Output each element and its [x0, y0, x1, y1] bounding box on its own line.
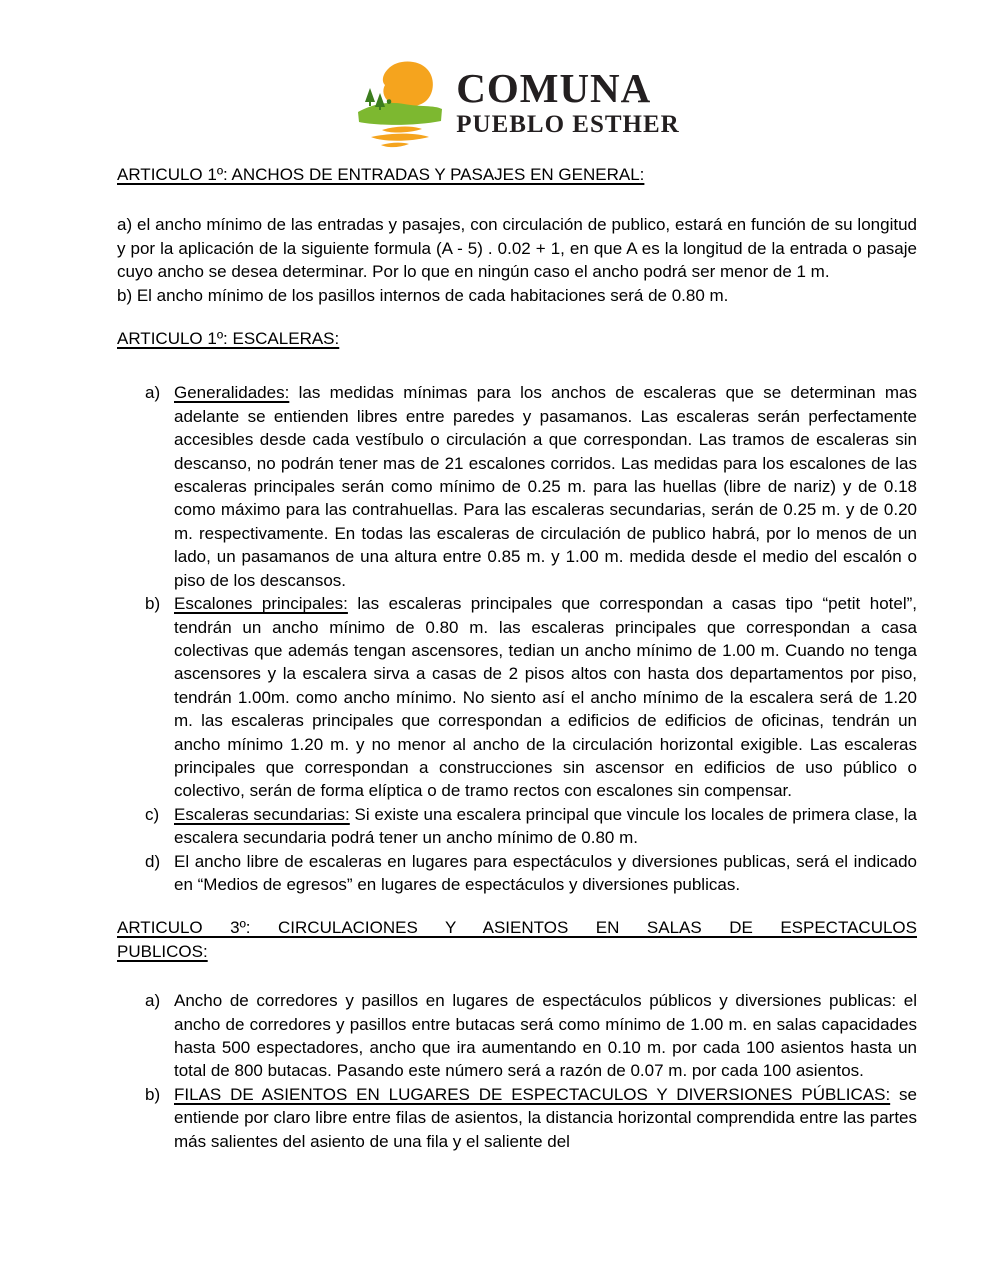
paragraph-b: b) El ancho mínimo de los pasillos internos de cada habitaciones será de 0.80 m.: [117, 285, 729, 305]
list-item: [117, 803, 917, 850]
tree-icon: [365, 88, 375, 106]
article-entradas-body: [117, 213, 917, 307]
list-item-body: las medidas mínimas para los anchos de escaleras que se determinan mas adelante se entienden libres entre paredes y pasamanos. Las escaleras serán perfectamente accesibles desde cada vestíbulo o circulación a que correspondan. Las tramos de escaleras sin descanso, no podrán tener mas de 21 escalones corridos. Las medidas para los escalones de las escaleras principales serán como mínimo de 0.25 m. para las huellas (libre de nariz) y de 0.18 como máximo para las contrahuellas. Para las escaleras secundarias, serán de 0.25 m. y de 0.20 m. respectivamente. En todas las escaleras de circulación de publico habrá, por lo menos de un lado, un pasamanos de una altura entre 0.85 m. y 1.00 m. medida desde el medio del escalón o piso de los descansos.: [174, 383, 917, 590]
heading-line-2: PUBLICOS:: [117, 941, 208, 961]
list-item-text: [174, 850, 917, 897]
list-item-lead: Escaleras secundarias:: [174, 804, 350, 824]
list-item: [117, 1083, 917, 1153]
list-item-marker: b): [145, 594, 161, 614]
water-wave-shape: [371, 134, 429, 141]
water-wave-shape: [382, 127, 422, 133]
article-escaleras-list: [117, 381, 917, 896]
land-shape: [358, 103, 442, 125]
list-item: [117, 592, 917, 803]
list-item-marker: a): [145, 383, 161, 403]
article-circulaciones-heading: [117, 916, 917, 963]
list-item-lead: Generalidades:: [174, 383, 290, 403]
list-item-text: [174, 803, 917, 850]
article-circulaciones-list: [117, 989, 917, 1153]
list-item: [117, 850, 917, 897]
logo-title: COMUNA: [456, 64, 652, 111]
list-item-text: [174, 1083, 917, 1153]
heading-line-1: ARTICULO 3º: CIRCULACIONES Y ASIENTOS EN SALAS DE ESPECTACULOS: [117, 918, 917, 938]
list-item: [117, 989, 917, 1083]
water-wave-shape: [381, 143, 409, 148]
comuna-logo-icon: [354, 56, 446, 148]
list-item-marker: a): [145, 991, 161, 1011]
paragraph-a: a) el ancho mínimo de las entradas y pasajes, con circulación de publico, estará en función de su longitud y por la aplicación de la siguiente formula (A - 5) . 0.02 + 1, en que A es la longitud de la entrada o pasaje cuyo ancho se desea determinar. Por lo que en ningún caso el ancho podrá ser menor de 1 m.: [117, 215, 917, 282]
list-item-marker: c): [145, 804, 160, 824]
list-item-body: las escaleras principales que correspondan a casas tipo “petit hotel”, tendrán un ancho mínimo de 0.80 m. las escaleras principales que correspondan a casa colectivas que además tengan ascensores, tedian un ancho mínimo de 1.00 m. Cuando no tenga ascensores y la escalera sirva a casas de 2 pisos altos con hasta dos departamentos por piso, tendrán 1.00m. como ancho mínimo. No siento así el ancho mínimo de la escalera será de 1.20 m. las escaleras principales que correspondan a edificios de edificios de oficinas, tendrán un ancho mínimo 1.20 m. y no menor al ancho de la circulación horizontal exigible. Las escaleras principales que correspondan a construcciones sin ascensor en edificios de uso público o colectivo, serán de forma elíptica o de tramo rectos con escalones sin compensar.: [174, 594, 917, 801]
list-item-lead: Escalones principales:: [174, 594, 348, 614]
list-item-body: se entiende por claro libre entre filas de asientos, la distancia horizontal comprendida entre las partes más salientes del asiento de una fila y el saliente del: [174, 1084, 917, 1151]
logo-subtitle: PUEBLO ESTHER: [456, 110, 680, 138]
article-escaleras-heading: ARTICULO 1º: ESCALERAS:: [117, 329, 340, 349]
article-entradas-heading: ARTICULO 1º: ANCHOS DE ENTRADAS Y PASAJES EN GENERAL:: [117, 165, 645, 184]
list-item-marker: d): [145, 851, 161, 871]
logo-text: [456, 64, 680, 138]
list-item-text: [174, 381, 917, 592]
list-item-marker: b): [145, 1084, 161, 1104]
list-item-lead: FILAS DE ASIENTOS EN LUGARES DE ESPECTACULOS Y DIVERSIONES PÚBLICAS:: [174, 1084, 891, 1104]
list-item-body: Ancho de corredores y pasillos en lugares de espectáculos públicos y diversiones publicas: el ancho de corredores y pasillos entre butacas será como mínimo de 1.00 m. en salas capacidades hasta 500 espectadores, ancho que ira aumentando en 0.10 m. por cada 100 asientos hasta un total de 800 butacas. Pasando este número será a razón de 0.07 m. por cada 100 asientos.: [174, 991, 917, 1081]
list-item: [117, 381, 917, 592]
list-item-body: El ancho libre de escaleras en lugares para espectáculos y diversiones publicas, será el indicado en “Medios de egresos” en lugares de espectáculos y diversiones publicas.: [174, 851, 917, 894]
logo: [117, 56, 917, 148]
list-item-text: [174, 989, 917, 1083]
list-item-text: [174, 592, 917, 803]
list-item-body: Si existe una escalera principal que vincule los locales de primera clase, la escalera secundaria podrá tener un ancho mínimo de 0.80 m.: [174, 804, 917, 848]
